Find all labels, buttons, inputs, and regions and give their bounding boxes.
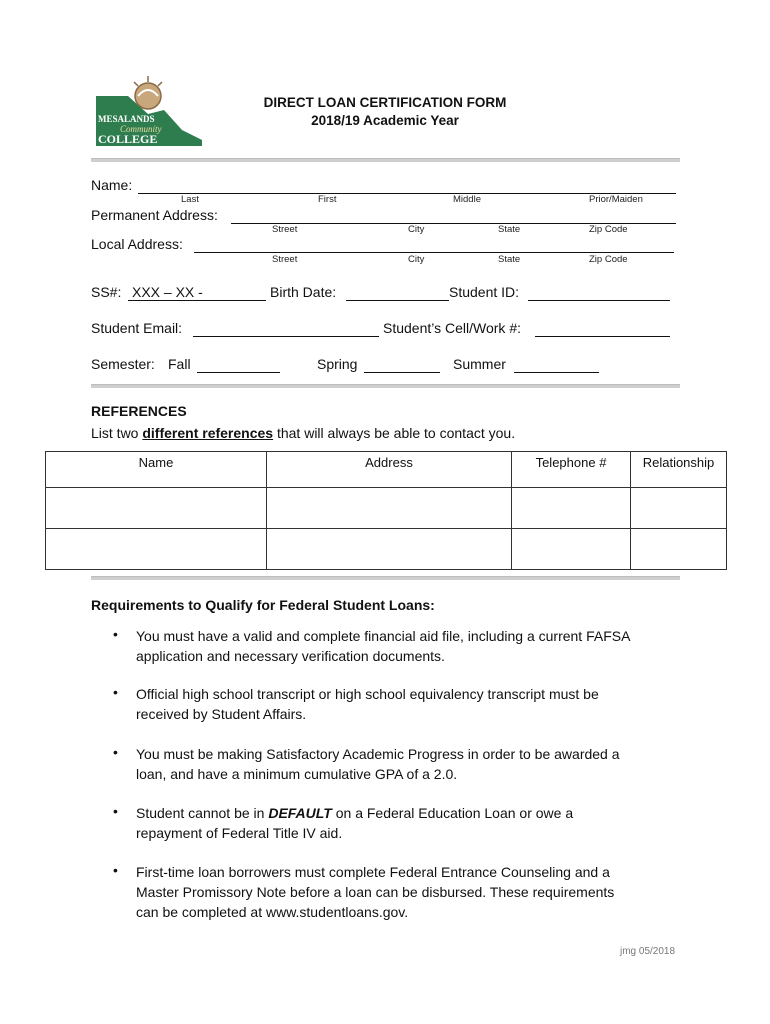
permanent-state-sublabel: State (498, 224, 521, 235)
requirement-4-line-2: repayment of Federal Title IV aid. (136, 825, 343, 841)
reference-2-relationship[interactable] (631, 529, 727, 570)
requirement-5-line-3: can be completed at www.studentloans.gov. (136, 904, 409, 920)
name-sublabel-prior: Prior/Maiden (589, 194, 643, 205)
reference-2-telephone[interactable] (512, 529, 631, 570)
requirement-2-line-2: received by Student Affairs. (136, 706, 307, 722)
ss-label: SS#: (91, 284, 122, 300)
bullet-marker: • (113, 684, 118, 700)
local-zip-sublabel: Zip Code (589, 254, 628, 265)
reference-2-address[interactable] (267, 529, 512, 570)
email-field[interactable] (193, 336, 379, 337)
table-row (46, 488, 727, 529)
divider (91, 576, 680, 580)
requirement-3-line-2: loan, and have a minimum cumulative GPA of a 2.0. (136, 766, 458, 782)
references-intro-after: that will always be able to contact you. (273, 425, 516, 441)
fall-label: Fall (168, 356, 191, 372)
student-id-field[interactable] (528, 300, 670, 301)
permanent-zip-sublabel: Zip Code (589, 224, 628, 235)
divider (91, 158, 680, 162)
table-row (46, 529, 727, 570)
reference-1-address[interactable] (267, 488, 512, 529)
requirement-item (136, 626, 676, 666)
bullet-marker: • (113, 626, 118, 642)
requirement-4-after: on a Federal Education Loan or owe a (331, 805, 574, 821)
name-sublabel-middle: Middle (453, 194, 481, 205)
permanent-address-label: Permanent Address: (91, 207, 218, 223)
requirement-4-before: Student cannot be in (136, 805, 269, 821)
reference-1-relationship[interactable] (631, 488, 727, 529)
divider (91, 384, 680, 388)
references-intro-emphasis: different references (142, 425, 274, 441)
requirement-3-line-1: You must be making Satisfactory Academic Progress in order to be awarded a (136, 746, 620, 762)
bullet-marker: • (113, 803, 118, 819)
requirement-item (136, 744, 676, 784)
references-intro-before: List two (91, 425, 143, 441)
requirements-heading: Requirements to Qualify for Federal Student Loans: (91, 597, 435, 613)
birth-date-label: Birth Date: (270, 284, 337, 300)
local-city-sublabel: City (408, 254, 425, 265)
logo-text-1: MESALANDS (98, 114, 155, 124)
bullet-marker: • (113, 862, 118, 878)
requirement-item (136, 803, 676, 843)
requirement-4-line-1 (136, 803, 676, 823)
semester-label: Semester: (91, 356, 155, 372)
spring-field[interactable] (364, 372, 440, 373)
bullet-marker: • (113, 744, 118, 760)
references-table (45, 451, 727, 570)
col-header-name: Name (46, 452, 267, 488)
permanent-street-sublabel: Street (272, 224, 298, 235)
requirement-5-line-2: Master Promissory Note before a loan can be disbursed. These requirements (136, 884, 615, 900)
reference-1-name[interactable] (46, 488, 267, 529)
requirement-item (136, 684, 676, 724)
student-id-label: Student ID: (449, 284, 520, 300)
ss-field[interactable] (128, 300, 266, 301)
name-sublabel-last: Last (181, 194, 199, 205)
local-state-sublabel: State (498, 254, 521, 265)
col-header-telephone: Telephone # (512, 452, 631, 488)
footer-code: jmg 05/2018 (620, 946, 676, 957)
requirement-2-line-1: Official high school transcript or high school equivalency transcript must be (136, 686, 599, 702)
name-sublabel-first: First (318, 194, 337, 205)
references-intro (91, 425, 515, 441)
local-address-field[interactable] (194, 252, 674, 253)
requirement-item (136, 862, 676, 922)
logo-text-3: COLLEGE (98, 132, 158, 146)
default-emphasis: DEFAULT (268, 805, 332, 821)
references-heading: REFERENCES (91, 403, 187, 419)
summer-label: Summer (453, 356, 506, 372)
fall-field[interactable] (197, 372, 280, 373)
requirement-1-line-2: application and necessary verification documents. (136, 648, 445, 664)
requirement-5-line-1: First-time loan borrowers must complete Federal Entrance Counseling and a (136, 864, 610, 880)
college-logo (92, 74, 206, 148)
form-title: DIRECT LOAN CERTIFICATION FORM (263, 95, 507, 110)
birth-date-field[interactable] (346, 300, 449, 301)
table-header-row (46, 452, 727, 488)
col-header-relationship: Relationship (631, 452, 727, 488)
cell-label: Student’s Cell/Work #: (383, 320, 521, 336)
spring-label: Spring (317, 356, 358, 372)
summer-field[interactable] (514, 372, 599, 373)
email-label: Student Email: (91, 320, 183, 336)
requirement-1-line-1: You must have a valid and complete financial aid file, including a current FAFSA (136, 628, 631, 644)
reference-2-name[interactable] (46, 529, 267, 570)
cell-field[interactable] (535, 336, 670, 337)
col-header-address: Address (267, 452, 512, 488)
local-address-label: Local Address: (91, 236, 183, 252)
ss-value: XXX – XX - (132, 284, 203, 300)
logo-text-2: Community (120, 124, 162, 134)
local-street-sublabel: Street (272, 254, 298, 265)
permanent-city-sublabel: City (408, 224, 425, 235)
form-subtitle: 2018/19 Academic Year (311, 113, 459, 128)
name-label: Name: (91, 177, 133, 193)
reference-1-telephone[interactable] (512, 488, 631, 529)
